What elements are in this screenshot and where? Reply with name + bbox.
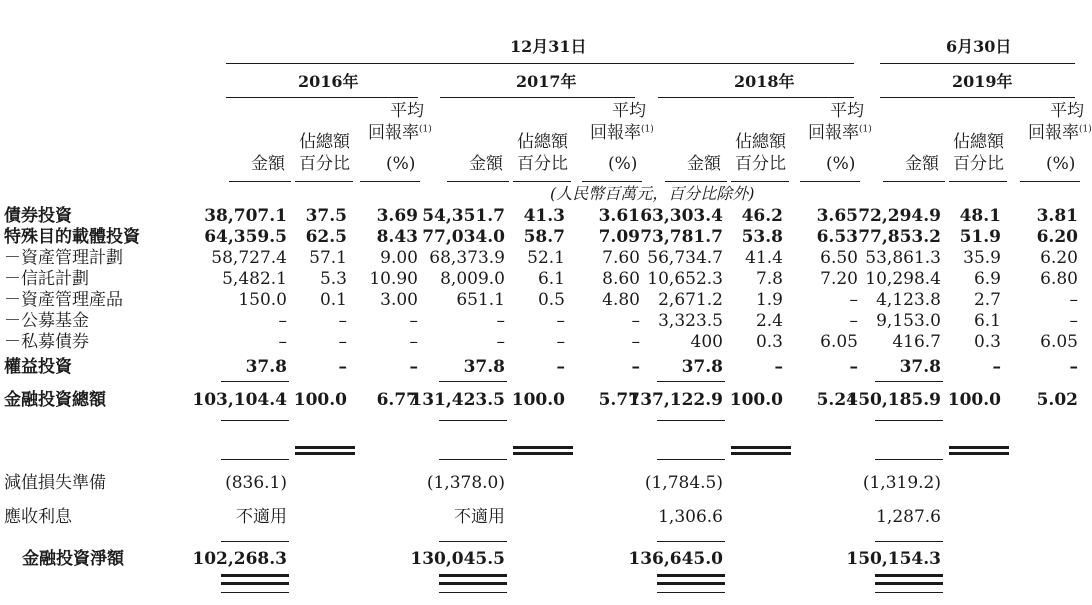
table-cell: 102,268.3: [192, 549, 287, 569]
table-cell: –: [496, 311, 505, 331]
table-cell: 8.60: [602, 269, 640, 289]
net-double-rule-2018-a: [657, 574, 725, 577]
table-cell: –: [496, 332, 505, 352]
row-label: 金融投資總額: [4, 390, 106, 410]
table-cell: (1,319.2): [862, 473, 941, 493]
subtotal-rule-2017: [439, 381, 507, 382]
table-cell: –: [849, 290, 858, 310]
table-cell: 10,298.4: [865, 269, 941, 289]
row-label: －資產管理計劃: [4, 248, 123, 268]
table-cell: 37.8: [245, 357, 287, 377]
col-head-share-line1-2016: 佔總額: [299, 132, 350, 152]
table-cell: 5,482.1: [222, 269, 287, 289]
table-cell: –: [338, 357, 347, 377]
col-head-yield-line2-2017: 回報率$^{(1)}$: [590, 123, 654, 143]
total-double-rule-share-2016-b: [295, 452, 355, 455]
table-cell: –: [338, 311, 347, 331]
row-label-net: 金融投資淨額: [22, 549, 124, 569]
table-cell: 7.60: [602, 248, 640, 268]
total-double-rule-share-2017-a: [513, 446, 573, 449]
row-label: －資產管理產品: [4, 290, 123, 310]
table-cell: –: [849, 357, 858, 377]
col-head-yield-line3-2016: (%): [386, 154, 416, 174]
col-head-amount-2017: 金額: [469, 154, 503, 174]
table-cell: 58.7: [523, 227, 565, 247]
table-cell: –: [278, 332, 287, 352]
col-head-share-line1-2017: 佔總額: [517, 132, 568, 152]
table-cell: 64,359.5: [204, 227, 287, 247]
rule-year-2019: [880, 97, 1075, 98]
table-cell: 7.20: [820, 269, 858, 289]
table-cell: 1,287.6: [876, 507, 941, 527]
total-rule-amount-bottom-2017: [439, 459, 507, 460]
net-rule-bottom-2018: [657, 592, 725, 593]
table-cell: 不適用: [454, 507, 505, 527]
net-double-rule-2019-b: [875, 582, 943, 585]
table-cell: 0.5: [537, 290, 565, 310]
table-cell: 38,707.1: [204, 206, 287, 226]
table-cell: 3.69: [376, 206, 418, 226]
table-cell: 35.9: [963, 248, 1001, 268]
table-cell: 52.1: [527, 248, 565, 268]
rule-head-yield-2016: [360, 181, 420, 182]
table-cell: 136,645.0: [628, 549, 723, 569]
subtotal-rule-2019: [875, 381, 943, 382]
rule-head-yield-2019: [1020, 181, 1080, 182]
net-rule-top-2018: [657, 541, 725, 542]
table-cell: 48.1: [959, 206, 1001, 226]
total-rule-amount-2017: [439, 420, 507, 421]
table-cell: 37.8: [899, 357, 941, 377]
table-cell: 37.8: [463, 357, 505, 377]
col-head-yield-line2-2018: 回報率$^{(1)}$: [808, 123, 872, 143]
table-cell: 68,373.9: [429, 248, 505, 268]
table-cell: 5.3: [319, 269, 347, 289]
table-cell: 7.8: [755, 269, 783, 289]
table-cell: 4.80: [602, 290, 640, 310]
table-cell: 6.1: [973, 311, 1001, 331]
table-cell: 62.5: [305, 227, 347, 247]
total-double-rule-share-2019-b: [949, 452, 1009, 455]
table-cell: 651.1: [456, 290, 505, 310]
table-cell: 56,734.7: [647, 248, 723, 268]
col-head-share-line2-2017: 百分比: [517, 154, 568, 174]
table-cell: 3.00: [380, 290, 418, 310]
rule-head-yield-2018: [800, 181, 860, 182]
table-cell: –: [278, 311, 287, 331]
table-cell: 1,306.6: [658, 507, 723, 527]
row-label: 債券投資: [4, 206, 72, 226]
table-cell: 6.53: [816, 227, 858, 247]
table-cell: (836.1): [225, 473, 287, 493]
table-cell: –: [1069, 311, 1078, 331]
table-cell: 3,323.5: [658, 311, 723, 331]
col-head-yield-line1-2016: 平均: [390, 101, 424, 121]
total-double-rule-share-2019-a: [949, 446, 1009, 449]
table-cell: 9,153.0: [876, 311, 941, 331]
table-cell: 2.4: [755, 311, 783, 331]
table-cell: 0.3: [755, 332, 783, 352]
table-cell: 58,727.4: [211, 248, 287, 268]
rule-head-amount-2017: [447, 181, 509, 182]
rule-head-share-2018: [731, 181, 789, 182]
col-head-amount-2019: 金額: [905, 154, 939, 174]
table-cell: 130,045.5: [410, 549, 505, 569]
net-double-rule-2019-a: [875, 574, 943, 577]
col-head-amount-2016: 金額: [251, 154, 285, 174]
row-label: －公募基金: [4, 311, 89, 331]
rule-head-share-2016: [295, 181, 353, 182]
table-cell: 416.7: [892, 332, 941, 352]
total-rule-amount-2018: [657, 420, 725, 421]
table-cell: 100.0: [729, 390, 783, 410]
table-cell: 不適用: [236, 507, 287, 527]
table-cell: 3.61: [598, 206, 640, 226]
table-cell: 57.1: [309, 248, 347, 268]
net-double-rule-2017-a: [439, 574, 507, 577]
year-header-2018: 2018年: [734, 72, 795, 91]
table-cell: 0.1: [319, 290, 347, 310]
total-rule-amount-2019: [875, 420, 943, 421]
table-cell: 137,122.9: [628, 390, 723, 410]
rule-head-amount-2018: [665, 181, 727, 182]
net-double-rule-2016-b: [221, 582, 289, 585]
year-header-2016: 2016年: [298, 72, 359, 91]
row-label: 減值損失準備: [4, 473, 106, 493]
table-cell: 100.0: [293, 390, 347, 410]
table-cell: –: [409, 332, 418, 352]
total-rule-amount-bottom-2019: [875, 459, 943, 460]
table-cell: 72,294.9: [858, 206, 941, 226]
table-cell: –: [409, 311, 418, 331]
table-cell: 37.5: [305, 206, 347, 226]
net-rule-bottom-2016: [221, 592, 289, 593]
col-head-amount-2018: 金額: [687, 154, 721, 174]
table-cell: –: [631, 357, 640, 377]
table-cell: 6.77: [376, 390, 418, 410]
table-cell: –: [849, 311, 858, 331]
table-cell: –: [631, 311, 640, 331]
col-head-yield-line2-2016: 回報率$^{(1)}$: [368, 123, 432, 143]
table-cell: 0.3: [973, 332, 1001, 352]
net-rule-top-2019: [875, 541, 943, 542]
net-double-rule-2018-b: [657, 582, 725, 585]
period-header-dec31: 12月31日: [510, 37, 587, 56]
row-label: －信託計劃: [4, 269, 89, 289]
table-cell: 5.02: [1036, 390, 1078, 410]
table-cell: 6.20: [1036, 227, 1078, 247]
table-cell: 6.20: [1040, 248, 1078, 268]
table-cell: –: [992, 357, 1001, 377]
col-head-share-line2-2018: 百分比: [735, 154, 786, 174]
table-cell: 6.9: [973, 269, 1001, 289]
net-rule-top-2017: [439, 541, 507, 542]
total-double-rule-share-2017-b: [513, 452, 573, 455]
table-cell: 6.50: [820, 248, 858, 268]
table-cell: 100.0: [947, 390, 1001, 410]
table-cell: 8,009.0: [440, 269, 505, 289]
total-double-rule-share-2018-b: [731, 452, 791, 455]
subtotal-rule-2018: [657, 381, 725, 382]
table-cell: 46.2: [741, 206, 783, 226]
table-cell: (1,378.0): [426, 473, 505, 493]
table-cell: –: [556, 311, 565, 331]
table-cell: –: [774, 357, 783, 377]
col-head-share-line2-2016: 百分比: [299, 154, 350, 174]
table-cell: –: [1069, 290, 1078, 310]
net-rule-bottom-2019: [875, 592, 943, 593]
col-head-yield-line1-2019: 平均: [1050, 101, 1084, 121]
table-cell: 53,861.3: [865, 248, 941, 268]
col-head-yield-line1-2017: 平均: [612, 101, 646, 121]
table-cell: 41.4: [745, 248, 783, 268]
table-cell: 150,185.9: [846, 390, 941, 410]
net-double-rule-2016-a: [221, 574, 289, 577]
table-cell: 41.3: [523, 206, 565, 226]
table-cell: –: [631, 332, 640, 352]
table-cell: 6.05: [820, 332, 858, 352]
total-rule-amount-bottom-2018: [657, 459, 725, 460]
table-cell: 54,351.7: [422, 206, 505, 226]
table-cell: 63,303.4: [640, 206, 723, 226]
table-cell: 9.00: [380, 248, 418, 268]
table-cell: 10.90: [369, 269, 418, 289]
table-cell: 77,853.2: [858, 227, 941, 247]
row-label: 特殊目的載體投資: [4, 227, 140, 247]
rule-year-2016: [226, 97, 418, 98]
table-cell: 73,781.7: [640, 227, 723, 247]
table-cell: 53.8: [741, 227, 783, 247]
total-double-rule-share-2016-a: [295, 446, 355, 449]
rule-head-amount-2019: [883, 181, 945, 182]
table-cell: –: [409, 357, 418, 377]
net-double-rule-2017-b: [439, 582, 507, 585]
table-cell: 6.05: [1040, 332, 1078, 352]
table-cell: 150,154.3: [846, 549, 941, 569]
col-head-share-line1-2019: 佔總額: [953, 132, 1004, 152]
table-cell: 400: [690, 332, 723, 352]
table-cell: 37.8: [681, 357, 723, 377]
rule-head-amount-2016: [229, 181, 291, 182]
total-double-rule-share-2018-a: [731, 446, 791, 449]
table-cell: 5.77: [598, 390, 640, 410]
table-cell: (1,784.5): [644, 473, 723, 493]
rule-head-yield-2017: [582, 181, 642, 182]
period-header-jun30: 6月30日: [946, 37, 1012, 56]
table-cell: 51.9: [959, 227, 1001, 247]
table-cell: –: [556, 357, 565, 377]
rule-year-2018: [658, 97, 854, 98]
col-head-yield-line3-2017: (%): [608, 154, 638, 174]
subtotal-rule-2016: [221, 381, 289, 382]
col-head-yield-line1-2018: 平均: [830, 101, 864, 121]
table-cell: 3.81: [1036, 206, 1078, 226]
col-head-share-line2-2019: 百分比: [953, 154, 1004, 174]
row-label: －私募債券: [4, 332, 89, 352]
row-label: 應收利息: [4, 507, 72, 527]
year-header-2019: 2019年: [952, 72, 1013, 91]
table-cell: 77,034.0: [422, 227, 505, 247]
table-cell: 1.9: [755, 290, 783, 310]
rule-year-2017: [440, 97, 635, 98]
table-cell: 3.65: [816, 206, 858, 226]
table-cell: –: [556, 332, 565, 352]
net-rule-bottom-2017: [439, 592, 507, 593]
table-cell: 103,104.4: [192, 390, 287, 410]
table-cell: 6.80: [1040, 269, 1078, 289]
unit-note: (人民幣百萬元，百分比除外): [550, 184, 755, 203]
table-cell: 6.1: [537, 269, 565, 289]
row-label: 權益投資: [4, 357, 72, 377]
rule-head-share-2017: [513, 181, 571, 182]
table-cell: 5.24: [816, 390, 858, 410]
table-cell: –: [338, 332, 347, 352]
col-head-yield-line3-2019: (%): [1046, 154, 1076, 174]
table-cell: 2.7: [973, 290, 1001, 310]
table-cell: 8.43: [376, 227, 418, 247]
col-head-yield-line2-2019: 回報率$^{(1)}$: [1028, 123, 1092, 143]
table-cell: 7.09: [598, 227, 640, 247]
col-head-yield-line3-2018: (%): [826, 154, 856, 174]
total-rule-amount-2016: [221, 420, 289, 421]
table-cell: 2,671.2: [658, 290, 723, 310]
table-cell: 4,123.8: [876, 290, 941, 310]
table-cell: –: [1069, 357, 1078, 377]
table-cell: 100.0: [511, 390, 565, 410]
total-rule-amount-bottom-2016: [221, 459, 289, 460]
table-cell: 150.0: [238, 290, 287, 310]
table-cell: 10,652.3: [647, 269, 723, 289]
net-rule-top-2016: [221, 541, 289, 542]
rule-head-share-2019: [949, 181, 1007, 182]
table-cell: 131,423.5: [410, 390, 505, 410]
rule-period-dec: [226, 63, 854, 64]
col-head-share-line1-2018: 佔總額: [735, 132, 786, 152]
rule-period-jun: [880, 63, 1075, 64]
year-header-2017: 2017年: [516, 72, 577, 91]
